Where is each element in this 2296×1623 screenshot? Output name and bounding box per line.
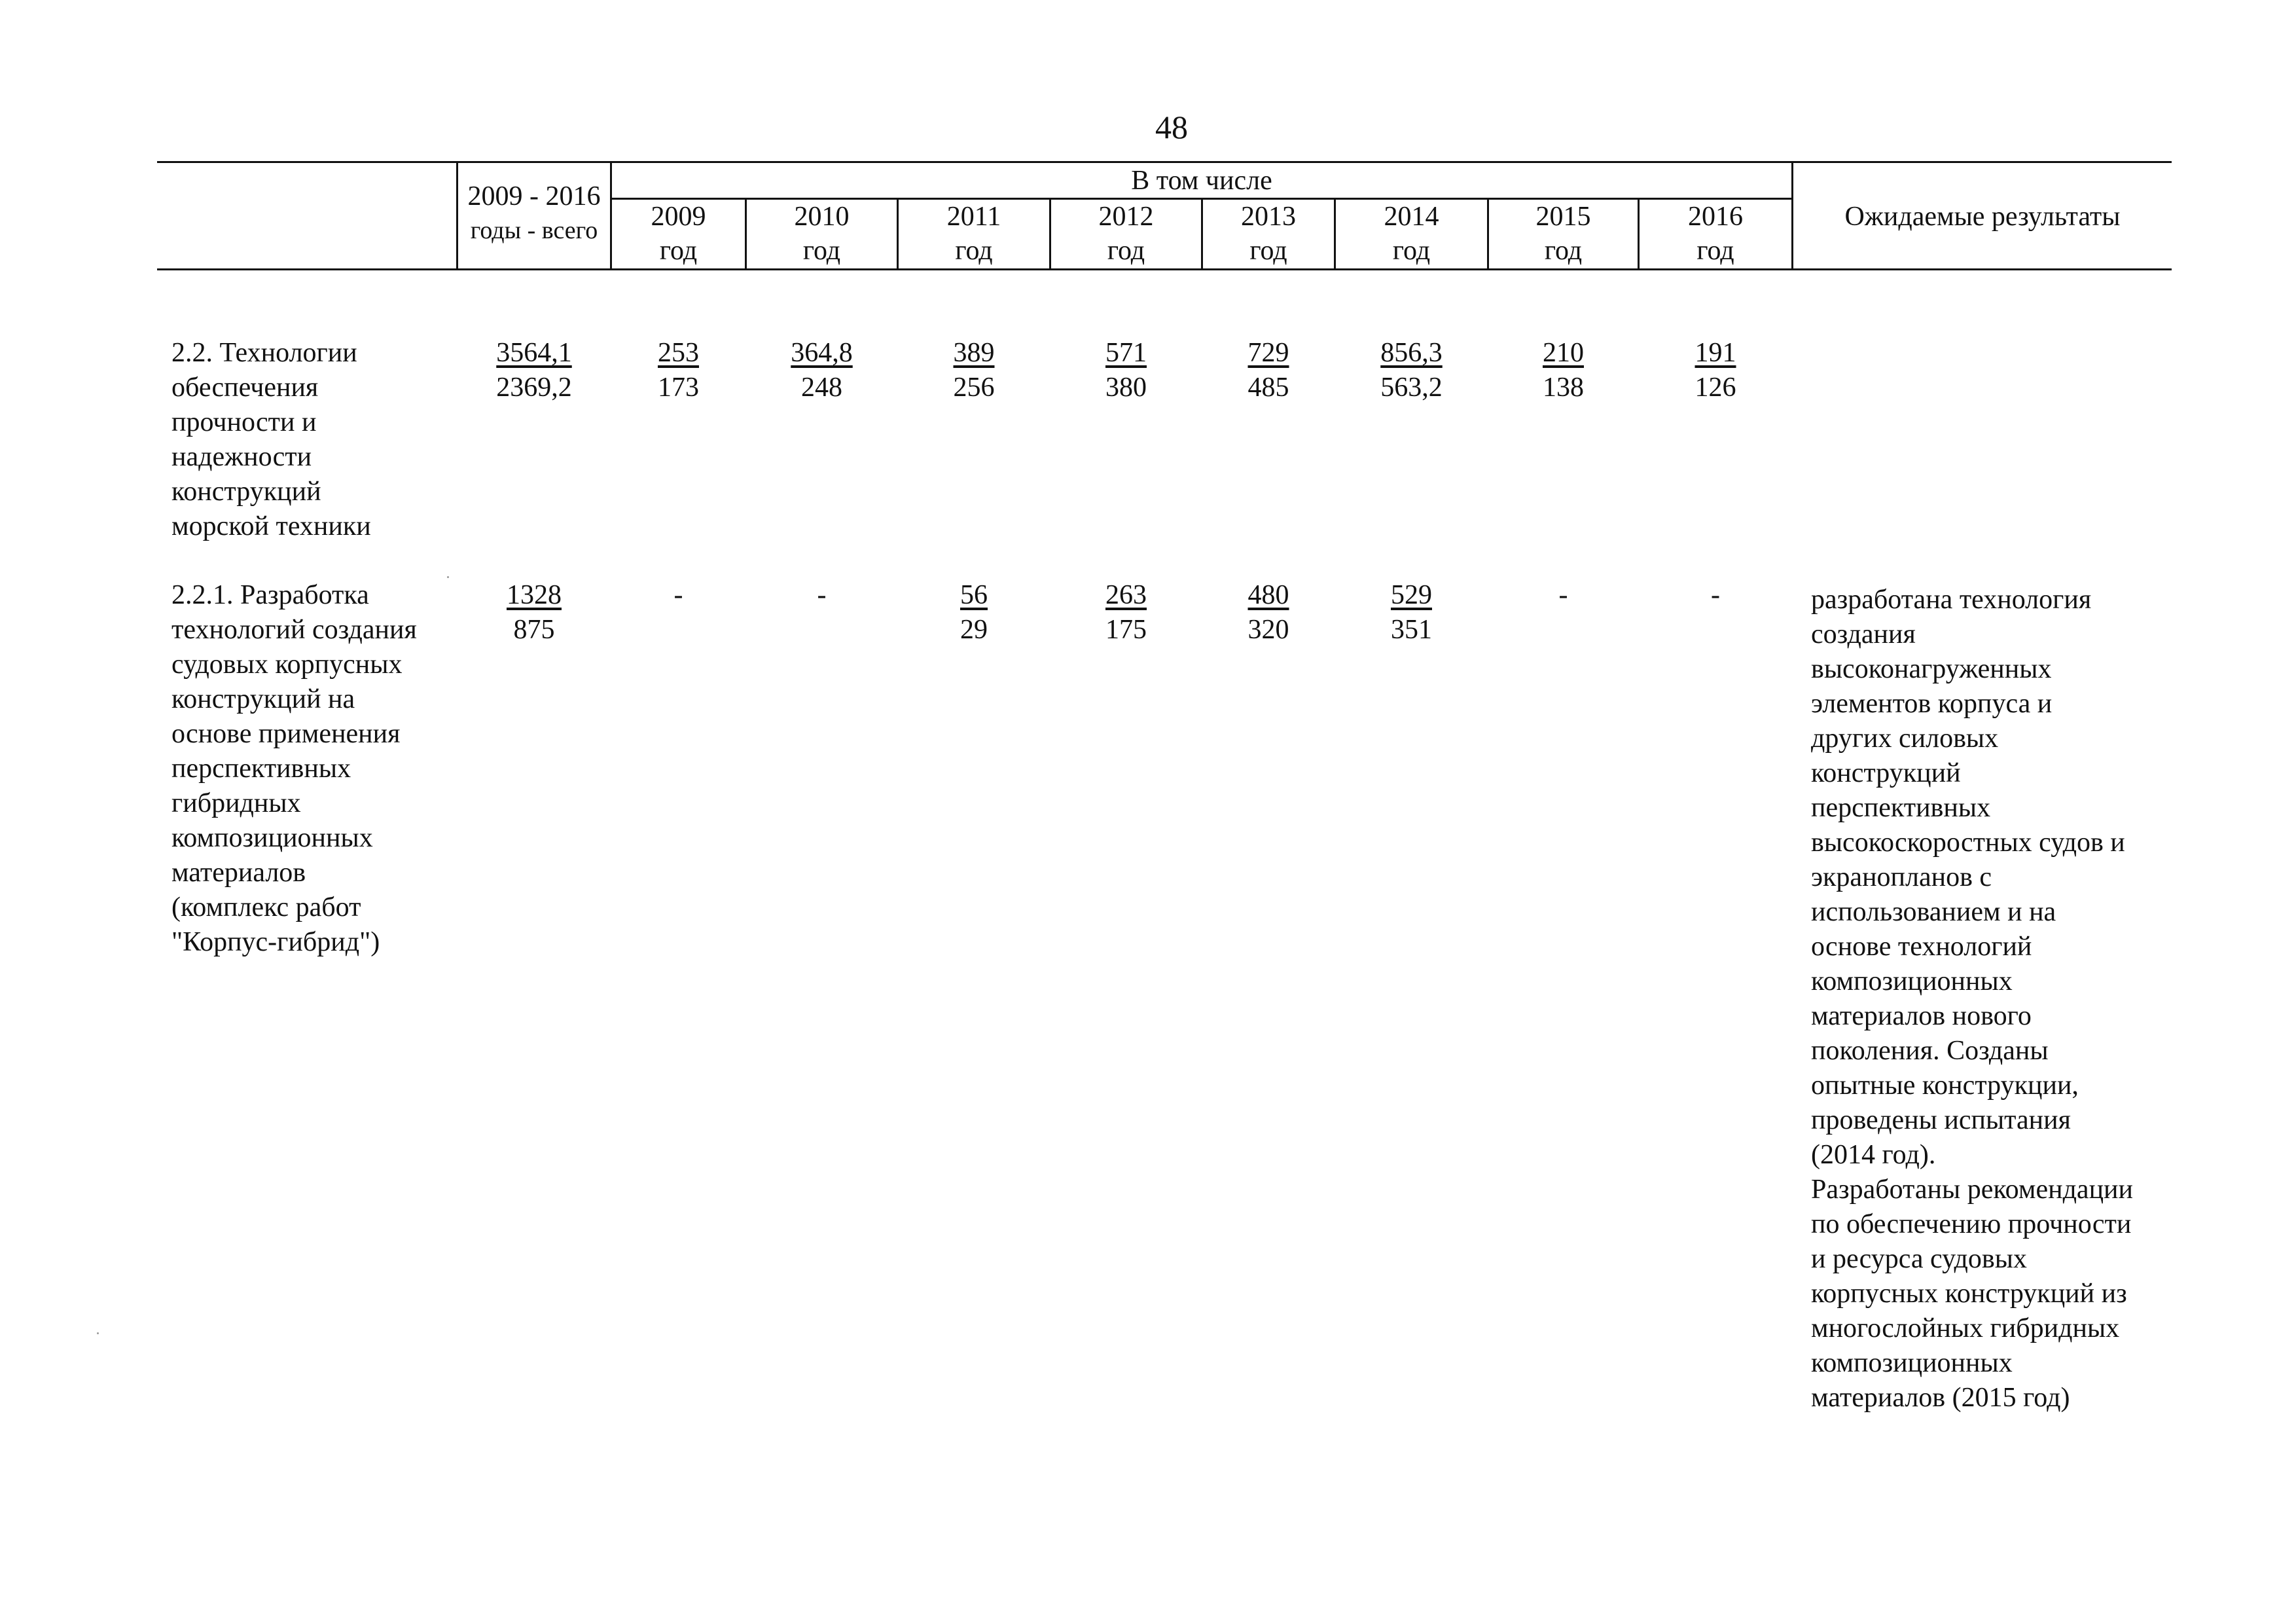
value-bottom: 380	[1105, 373, 1147, 403]
row-year-value	[612, 578, 745, 613]
header-year-2013	[1203, 200, 1334, 268]
header-total-label: годы - всего	[470, 217, 598, 244]
value-top: 1328	[507, 580, 562, 610]
header-year-2009	[612, 200, 745, 268]
header-year-2015	[1489, 200, 1638, 268]
header-total-years: 2009 - 2016	[467, 181, 601, 211]
value-top: 729	[1247, 338, 1289, 368]
value-top: 480	[1247, 580, 1289, 610]
value-top: 191	[1695, 338, 1736, 368]
header-year-2014	[1336, 200, 1487, 268]
header-year-2012	[1051, 200, 1201, 268]
value-bottom: 351	[1391, 615, 1432, 645]
value-bottom: 126	[1695, 373, 1736, 403]
year-unit: год	[802, 236, 841, 266]
row-year-value	[899, 578, 1049, 647]
row-year-value	[1336, 336, 1487, 405]
year-label: 2016	[1688, 202, 1743, 232]
value-bottom: 256	[953, 373, 995, 403]
year-unit: год	[659, 236, 698, 266]
value-top: 56	[960, 580, 988, 610]
value-top: 253	[658, 338, 699, 368]
expected-result-text: разработана технология создания высоконагруженных элементов корпуса и других силовых конструкций перспективных высокоскоростных судов и экранопланов с использованием и на основе технологий композиционных материалов нового поколения. Созданы опытные конструкции, проведены испытания (2014 год). Разработаны рекомендации по обеспечению прочности и ресурса судовых корпусных конструкций из многослойных гибридных композиционных материалов (2015 год)	[1811, 585, 2134, 1413]
year-label: 2010	[794, 202, 850, 232]
year-label: 2014	[1384, 202, 1439, 232]
header-including: В том числе	[1131, 166, 1272, 196]
header-top-rule	[157, 161, 2172, 163]
year-unit: год	[1249, 236, 1287, 266]
value-top: 856,3	[1380, 338, 1443, 368]
year-label: 2013	[1241, 202, 1296, 232]
value-top: 389	[953, 338, 995, 368]
value-top: 571	[1105, 338, 1147, 368]
header-year-2016	[1640, 200, 1791, 268]
value-dash: -	[1711, 580, 1720, 610]
year-unit: год	[1544, 236, 1583, 266]
value-top: 3564,1	[496, 338, 572, 368]
row-total	[458, 578, 610, 647]
row-year-value	[1489, 336, 1638, 405]
value-dash: -	[817, 580, 827, 610]
year-label: 2009	[651, 202, 706, 232]
row-year-value	[1336, 578, 1487, 647]
row-name: 2.2. Технологии обеспечения прочности и надежности конструкций морской техники	[171, 338, 371, 541]
value-bottom: 320	[1247, 615, 1289, 645]
year-unit: год	[955, 236, 993, 266]
row-year-value	[1640, 336, 1791, 405]
row-year-value	[747, 336, 897, 405]
value-bottom: 138	[1543, 373, 1584, 403]
year-unit: год	[1392, 236, 1431, 266]
row-year-value	[1051, 578, 1201, 647]
year-label: 2011	[946, 202, 1001, 232]
row-year-value	[899, 336, 1049, 405]
value-bottom: 563,2	[1380, 373, 1443, 403]
value-top: 529	[1391, 580, 1432, 610]
value-bottom: 173	[658, 373, 699, 403]
header-total-period	[458, 179, 610, 247]
header-year-2011	[899, 200, 1049, 268]
value-top: 210	[1543, 338, 1584, 368]
value-top: 364,8	[791, 338, 853, 368]
row-year-value	[1203, 578, 1334, 647]
value-top: 263	[1105, 580, 1147, 610]
row-name: 2.2.1. Разработка технологий создания судовых корпусных конструкций на основе применения перспективных гибридных композиционных материалов (комплекс работ "Корпус-гибрид")	[171, 580, 417, 957]
row-year-value	[1051, 336, 1201, 405]
value-dash: -	[1558, 580, 1568, 610]
value-bottom: 485	[1247, 373, 1289, 403]
row-year-value	[612, 336, 745, 405]
row-total	[458, 336, 610, 405]
header-expected-results: Ожидаемые результаты	[1844, 202, 2121, 232]
year-unit: год	[1696, 236, 1734, 266]
row-year-value	[1489, 578, 1638, 613]
header-bottom-rule	[157, 268, 2172, 270]
year-label: 2012	[1098, 202, 1154, 232]
header-year-2010	[747, 200, 897, 268]
value-dash: -	[673, 580, 683, 610]
scan-speck	[97, 1332, 99, 1334]
value-bottom: 2369,2	[496, 373, 572, 403]
row-year-value	[747, 578, 897, 613]
page-number: 48	[1155, 109, 1188, 145]
value-bottom: 29	[960, 615, 988, 645]
year-label: 2015	[1535, 202, 1591, 232]
row-year-value	[1640, 578, 1791, 613]
year-unit: год	[1107, 236, 1145, 266]
row-year-value	[1203, 336, 1334, 405]
value-bottom: 175	[1105, 615, 1147, 645]
scan-speck	[447, 576, 449, 578]
value-bottom: 248	[801, 373, 842, 403]
value-bottom: 875	[513, 615, 555, 645]
